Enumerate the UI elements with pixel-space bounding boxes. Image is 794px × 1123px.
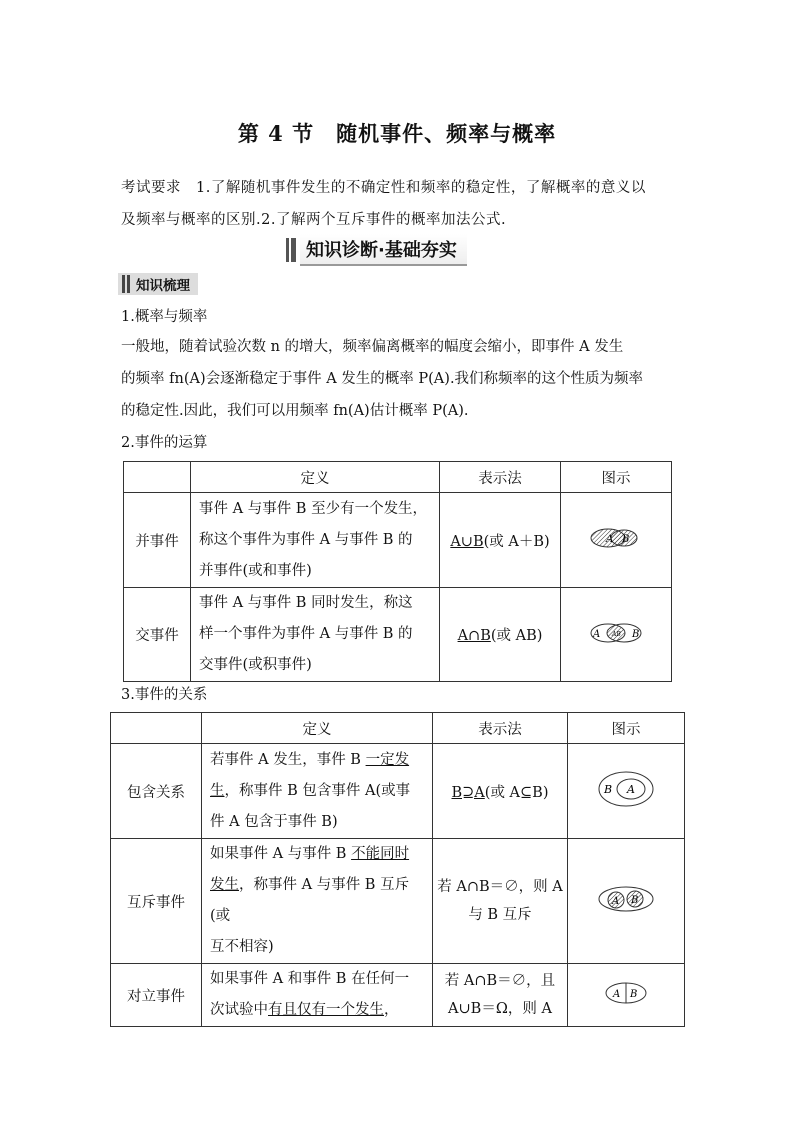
def-line: 样一个事件为事件 A 与事件 B 的 (199, 626, 413, 642)
row-definition (191, 493, 440, 588)
row-name: 互斥事件 (111, 839, 202, 964)
notation-line: 若 A∩B＝∅，且 (444, 973, 556, 989)
row-notation (433, 839, 568, 964)
row-definition (202, 964, 433, 1027)
header-cell-notation: 表示法 (433, 713, 568, 744)
def-line: 并事件(或和事件) (199, 562, 312, 579)
label-a: A (593, 628, 601, 640)
mutually-exclusive-venn-diagram (596, 884, 656, 914)
row-notation (440, 493, 561, 588)
row-definition (202, 839, 433, 964)
s3-heading: 3.事件的关系 (121, 687, 208, 703)
row-diagram (568, 744, 685, 839)
def-line: 互不相容) (210, 939, 274, 955)
table-row (111, 964, 685, 1027)
row-diagram (561, 588, 672, 682)
header-cell-notation: 表示法 (440, 462, 561, 493)
s1-heading: 1.概率与频率 (121, 309, 208, 325)
table-row (124, 588, 672, 682)
section-banner (286, 236, 467, 264)
table-row (124, 493, 672, 588)
table-row (111, 744, 685, 839)
intersection-venn-diagram (586, 620, 646, 646)
row-notation (433, 744, 568, 839)
header-cell (124, 462, 191, 493)
row-definition (191, 588, 440, 682)
subsection-bars-icon (122, 275, 130, 293)
row-name: 交事件 (124, 588, 191, 682)
header-cell-definition: 定义 (202, 713, 433, 744)
notation-symbol: B⊇A (451, 784, 485, 801)
def-line: 交事件(或积事件) (199, 657, 312, 673)
row-name: 包含关系 (111, 744, 202, 839)
page-title: 第 4 节 随机事件、频率与概率 (237, 121, 557, 146)
s1-paragraph (121, 331, 681, 427)
label-a: A (613, 989, 621, 1000)
table-header-row (111, 713, 685, 744)
s1-line-1: 一般地，随着试验次数 n 的增大，频率偏离概率的幅度会缩小，即事件 A 发生 (121, 339, 624, 355)
table-header-row (124, 462, 672, 493)
def-line: 事件 A 与事件 B 同时发生，称这 (199, 595, 413, 611)
def-line: 发生，称事件 A 与事件 B 互斥(或 (210, 877, 410, 924)
label-b: B (631, 895, 639, 906)
s1-line-3: 的稳定性.因此，我们可以用频率 fn(A)估计概率 P(A). (121, 403, 469, 419)
banner-text: 知识诊断·基础夯实 (300, 234, 467, 266)
row-definition (202, 744, 433, 839)
label-a: A (606, 534, 614, 545)
notation-line: 若 A∩B＝∅，则 A (437, 879, 563, 895)
s1-line-2: 的频率 fn(A)会逐渐稳定于事件 A 发生的概率 P(A).我们称频率的这个性质为频率 (121, 371, 644, 387)
notation-line: 与 B 互斥 (468, 907, 532, 923)
exam-requirement (121, 172, 681, 236)
def-line: 称这个事件为事件 A 与事件 B 的 (199, 531, 413, 548)
notation-symbol: A∪B (450, 533, 484, 550)
notation-line: A∪B＝Ω，则 A (448, 1001, 552, 1017)
table-row (111, 839, 685, 964)
row-name: 并事件 (124, 493, 191, 588)
banner-bars-icon (286, 238, 296, 262)
label-ab: AB (612, 630, 621, 638)
def-line: 次试验中有且仅有一个发生， (210, 1002, 399, 1018)
label-b: B (632, 628, 640, 640)
s2-heading: 2.事件的运算 (121, 435, 208, 451)
label-a: A (627, 783, 635, 796)
notation-alt: (或 A＋B) (483, 533, 550, 550)
notation-alt: (或 AB) (490, 628, 543, 644)
header-cell-diagram: 图示 (561, 462, 672, 493)
inclusion-venn-diagram (596, 769, 656, 809)
label-a: A (612, 896, 620, 907)
relations-table (110, 712, 685, 1027)
def-line: 事件 A 与事件 B 至少有一个发生， (199, 500, 428, 517)
label-b: B (604, 783, 613, 796)
def-line: 生，称事件 B 包含事件 A(或事 (210, 782, 411, 799)
def-line: 如果事件 A 与事件 B 不能同时 (210, 846, 410, 862)
row-diagram (568, 964, 685, 1027)
row-notation (440, 588, 561, 682)
row-diagram (561, 493, 672, 588)
def-line: 如果事件 A 和事件 B 在任何一 (210, 971, 410, 987)
def-line: 若事件 A 发生，事件 B 一定发 (210, 751, 410, 768)
notation-alt: (或 A⊆B) (484, 784, 549, 801)
header-cell-diagram: 图示 (568, 713, 685, 744)
subsection-text: 知识梳理 (136, 278, 190, 294)
row-name: 对立事件 (111, 964, 202, 1027)
subsection-label (118, 273, 198, 295)
operations-table (123, 461, 672, 682)
complementary-venn-diagram (603, 981, 649, 1005)
header-cell (111, 713, 202, 744)
def-line: 件 A 包含于事件 B) (210, 813, 338, 830)
notation-symbol: A∩B (457, 628, 491, 644)
requirement-line-2: 及频率与概率的区别.2.了解两个互斥事件的概率加法公式. (121, 212, 507, 228)
row-notation (433, 964, 568, 1027)
label-b: B (622, 534, 630, 545)
requirement-line-1: 考试要求 1.了解随机事件发生的不确定性和频率的稳定性，了解概率的意义以 (121, 180, 646, 196)
union-venn-diagram (586, 525, 646, 551)
header-cell-definition: 定义 (191, 462, 440, 493)
row-diagram (568, 839, 685, 964)
label-b: B (630, 989, 638, 1000)
